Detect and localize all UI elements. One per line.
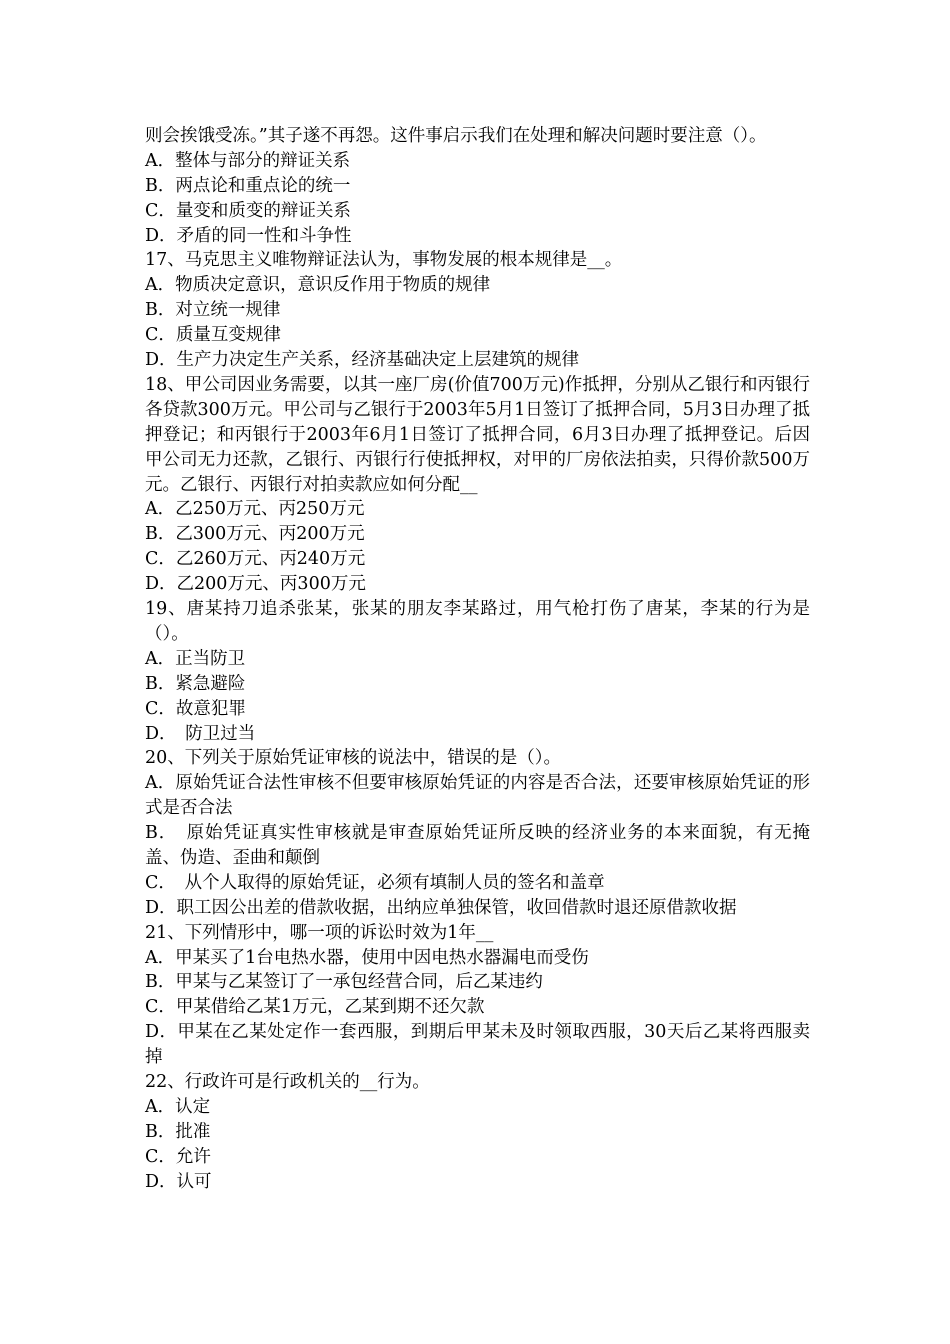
question-16-option-a: A．整体与部分的辩证关系 [145, 150, 351, 171]
question-18-option-a: A．乙250万元、丙250万元 [145, 499, 365, 520]
question-18-stem: 18、甲公司因业务需要，以其一座厂房(价值700万元)作抵押，分别从乙银行和丙银行各贷款300万元。甲公司与乙银行于2003年5月1日签订了抵押合同，5月3日办理了抵押登记；和丙银行于2003年6月1日签订了抵押合同，6月3日办理了抵押登记。后因甲公司无力还款，乙银行、丙银行行使抵押权，对甲的厂房依法拍卖，只得价款500万元。乙银行、丙银行对拍卖款应如何分配__ [145, 374, 810, 495]
question-17-option-b: B．对立统一规律 [145, 300, 281, 321]
question-21-option-a: A．甲某买了1台电热水器，使用中因电热水器漏电而受伤 [145, 947, 589, 968]
question-21-option-c: C．甲某借给乙某1万元，乙某到期不还欠款 [145, 997, 485, 1018]
question-22-option-b: B．批准 [145, 1121, 211, 1142]
question-20-option-c: C． 从个人取得的原始凭证，必须有填制人员的签名和盖章 [145, 872, 605, 893]
question-19-stem: 19、唐某持刀追杀张某，张某的朋友李某路过，用气枪打伤了唐某，李某的行为是（）。 [145, 599, 810, 644]
question-21-stem: 21、下列情形中，哪一项的诉讼时效为1年__ [145, 922, 494, 943]
question-17-option-c: C．质量互变规律 [145, 325, 281, 346]
question-19-option-a: A．正当防卫 [145, 648, 246, 669]
question-20-option-a: A．原始凭证合法性审核不但要审核原始凭证的内容是否合法，还要审核原始凭证的形式是否合法 [145, 773, 810, 819]
question-22-option-c: C．允许 [145, 1146, 211, 1167]
question-19-option-d: D． 防卫过当 [145, 723, 256, 744]
question-18-option-c: C．乙260万元、丙240万元 [145, 549, 366, 570]
question-16-option-d: D．矛盾的同一性和斗争性 [145, 225, 352, 246]
question-16-continuation: 则会挨饿受冻。”其子遂不再怨。这件事启示我们在处理和解决问题时要注意（）。 [145, 126, 767, 146]
question-18-option-b: B．乙300万元、丙200万元 [145, 524, 365, 545]
question-17-option-a: A．物质决定意识，意识反作用于物质的规律 [145, 275, 491, 296]
question-19-option-c: C．故意犯罪 [145, 698, 246, 719]
question-17-option-d: D．生产力决定生产关系，经济基础决定上层建筑的规律 [145, 350, 580, 371]
question-19-option-b: B．紧急避险 [145, 673, 246, 694]
question-17-stem: 17、马克思主义唯物辩证法认为，事物发展的根本规律是__。 [145, 250, 623, 271]
question-22-option-d: D．认可 [145, 1171, 212, 1192]
question-21-option-b: B．甲某与乙某签订了一承包经营合同，后乙某违约 [145, 972, 543, 993]
document-page [145, 124, 810, 1195]
question-16-option-b: B．两点论和重点论的统一 [145, 175, 351, 196]
question-21-option-d: D．甲某在乙某处定作一套西服，到期后甲某未及时领取西服，30天后乙某将西服卖掉 [145, 1022, 810, 1068]
question-20-stem: 20、下列关于原始凭证审核的说法中，错误的是（）。 [145, 748, 562, 769]
question-22-option-a: A．认定 [145, 1096, 211, 1117]
question-22-stem: 22、行政许可是行政机关的__行为。 [145, 1072, 430, 1093]
question-16-option-c: C．量变和质变的辩证关系 [145, 200, 351, 221]
question-20-option-d: D．职工因公出差的借款收据，出纳应单独保管，收回借款时退还原借款收据 [145, 897, 737, 918]
question-18-option-d: D．乙200万元、丙300万元 [145, 574, 366, 595]
question-20-option-b: B． 原始凭证真实性审核就是审查原始凭证所反映的经济业务的本来面貌，有无掩盖、伪造、歪曲和颠倒 [145, 823, 810, 868]
